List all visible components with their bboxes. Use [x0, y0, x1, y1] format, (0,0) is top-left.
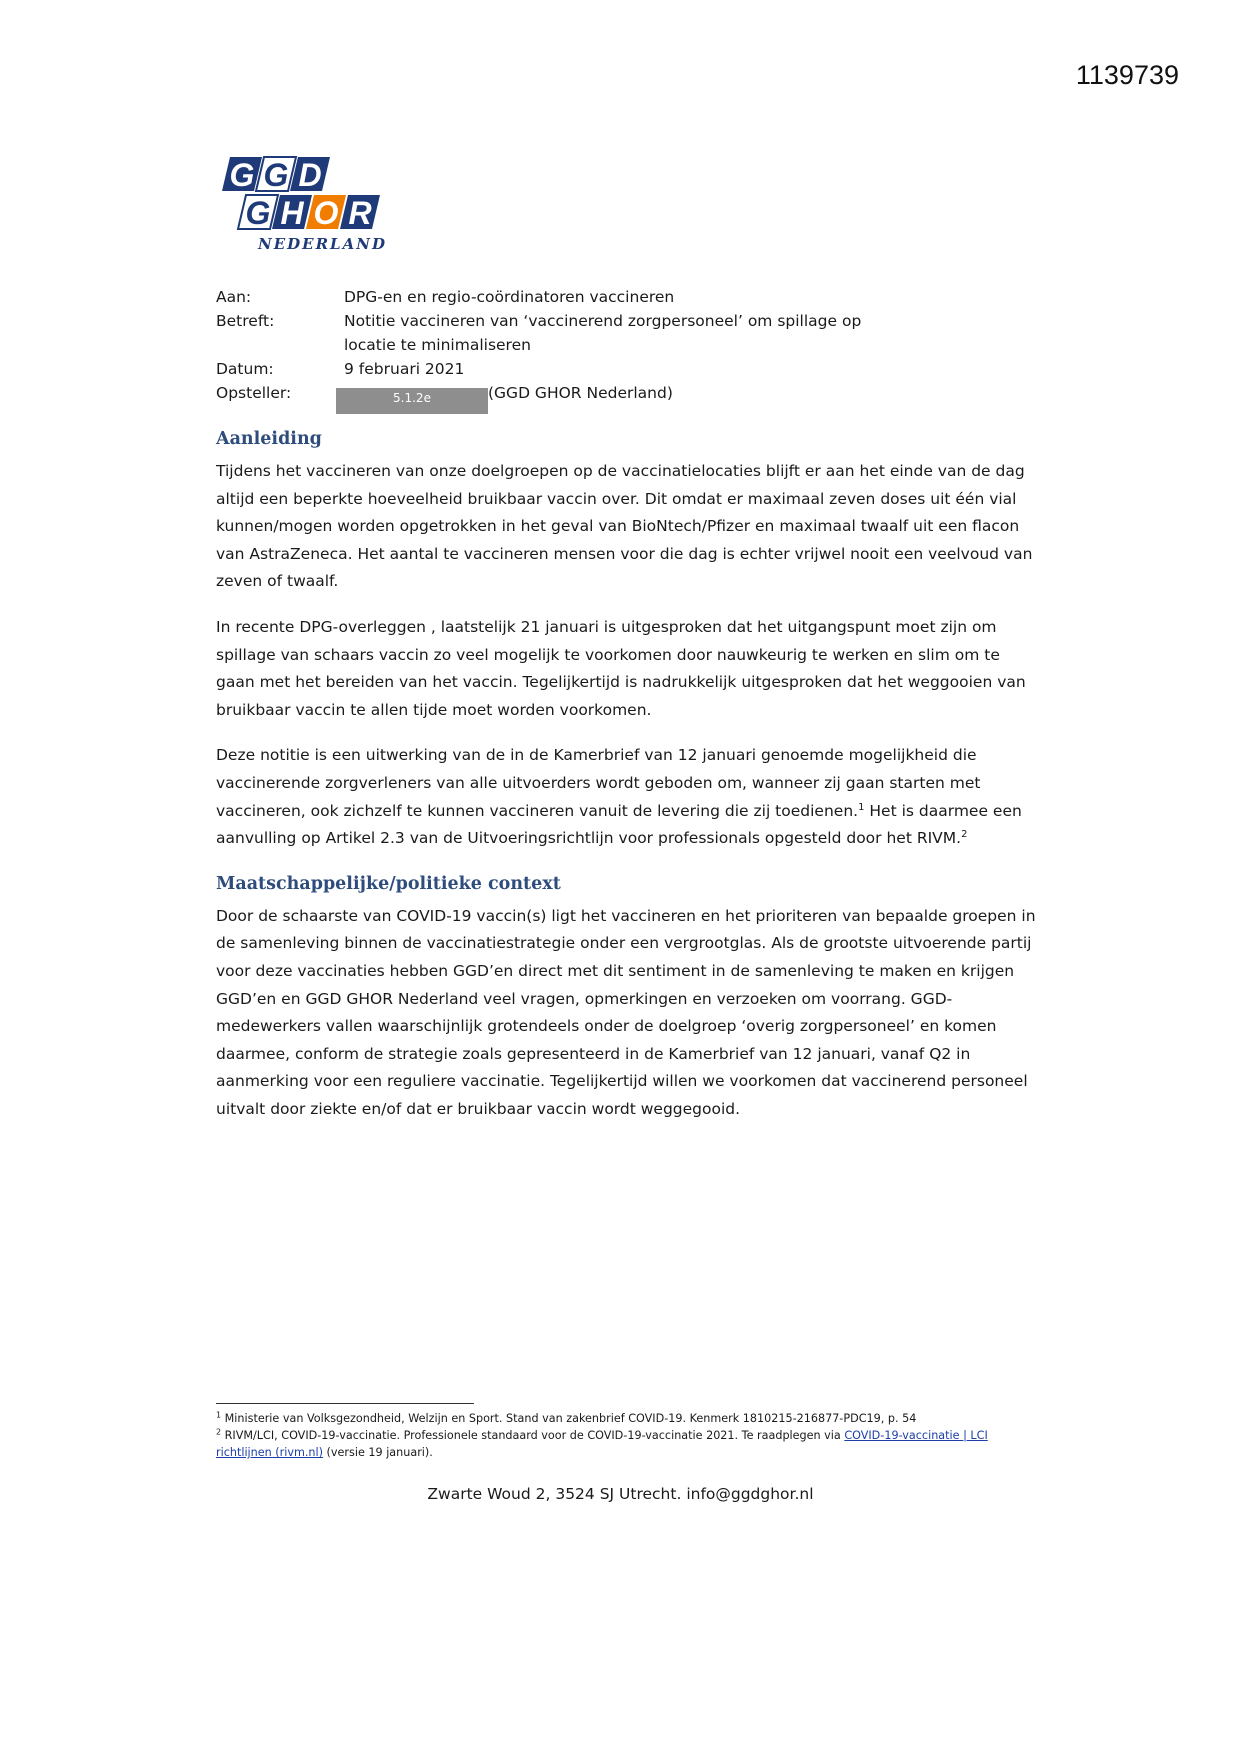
date-row — [216, 357, 1036, 381]
date-value: 9 februari 2021 — [344, 360, 465, 378]
paragraph-aanleiding-1: Tijdens het vaccineren van onze doelgroepen op de vaccinatielocaties blijft er aan het einde van de dag altijd een beperkte hoeveelheid bruikbaar vaccin over. Dit omdat er maximaal zeven doses uit één vial kunnen/mogen worden opgetrokken in het geval van BioNtech/Pfizer en maximaal twaalf uit een flacon van AstraZeneca. Het aantal te vaccineren mensen voor die dag is echter vrijwel nooit een veelvoud van zeven of twaalf. — [216, 462, 1033, 591]
footnote-ref-2[interactable]: 2 — [961, 828, 968, 840]
author-row — [216, 381, 1036, 414]
footnote-1 — [216, 1410, 1036, 1427]
recipient-label: Aan: — [216, 288, 252, 306]
subject-label: Betreft: — [216, 312, 275, 330]
paragraph-aanleiding-3 — [216, 742, 1036, 852]
footnote-2-text: RIVM/LCI, COVID-19-vaccinatie. Professionele standaard voor de COVID-19-vaccinatie 2021. Te raadplegen via — [221, 1429, 845, 1442]
redaction-box: 5.1.2e — [336, 388, 488, 414]
footnote-2-tail: (versie 19 januari). — [323, 1446, 433, 1459]
svg-text:G: G — [245, 195, 271, 231]
recipient-value: DPG-en en regio-coördinatoren vaccineren — [344, 288, 675, 306]
section-heading-aanleiding: Aanleiding — [216, 429, 322, 449]
recipient-row — [216, 285, 1036, 309]
section-heading-context: Maatschappelijke/politieke context — [216, 873, 561, 894]
footnotes — [216, 1403, 1036, 1461]
svg-text:G: G — [263, 157, 289, 193]
author-label: Opsteller: — [216, 384, 292, 402]
footnote-divider — [216, 1403, 474, 1404]
svg-text:O: O — [313, 195, 339, 231]
footer-address: Zwarte Woud 2, 3524 SJ Utrecht. info@ggdghor.nl — [427, 1485, 814, 1503]
footnote-2-link[interactable]: COVID-19-vaccinatie | LCI richtlijnen (rivm.nl) — [216, 1429, 988, 1459]
paragraph-context-1: Door de schaarste van COVID-19 vaccin(s) ligt het vaccineren en het prioriteren van bepaalde groepen in de samenleving binnen de vaccinatiestrategie onder een vergrootglas. Als de grootste uitvoerende partij voor deze vaccinaties hebben GGD’en direct met dit sentiment in de samenleving te maken en krijgen GGD’en en GGD GHOR Nederland veel vragen, opmerkingen en verzoeken om voorrang. GGD-medewerkers vallen waarschijnlijk grotendeels onder de doelgroep ‘overig zorgpersoneel’ en komen daarmee, conform de strategie zoals gepresenteerd in de Kamerbrief van 12 januari, vanaf Q2 in aanmerking voor een reguliere vaccinatie. Tegelijkertijd willen we voorkomen dat vaccinerend personeel uitvalt door ziekte en/of dat er bruikbaar vaccin wordt weggegooid. — [216, 906, 1036, 1118]
subject-value: Notitie vaccineren van ‘vaccinerend zorgpersoneel’ om spillage op locatie te minimaliseren — [344, 312, 862, 354]
document-number: 1139739 — [1075, 60, 1179, 90]
ggd-ghor-logo — [218, 155, 394, 255]
footnote-2 — [216, 1427, 1036, 1461]
subject-row — [216, 309, 1036, 357]
memo-header — [216, 285, 1036, 414]
svg-text:H: H — [280, 195, 304, 231]
footnote-1-number: 1 — [216, 1410, 222, 1420]
footnote-2-number: 2 — [216, 1427, 222, 1437]
svg-text:D: D — [298, 157, 322, 193]
paragraph-aanleiding-3-text-b: Het is daarmee een aanvulling op Artikel 2.3 van de Uitvoeringsrichtlijn voor professionals opgesteld door het RIVM. — [216, 801, 1022, 848]
footnote-1-text: Ministerie van Volksgezondheid, Welzijn en Sport. Stand van zakenbrief COVID-19. Kenmerk 1810215-216877-PDC19, p. 54 — [221, 1412, 917, 1425]
svg-text:NEDERLAND: NEDERLAND — [258, 235, 387, 253]
logo-row-ggd — [222, 157, 330, 193]
date-label: Datum: — [216, 360, 274, 378]
paragraph-aanleiding-3-text-a: Deze notitie is een uitwerking van de in de Kamerbrief van 12 januari genoemde mogelijkheid die vaccinerende zorgverleners van alle uitvoerders wordt geboden om, wanneer zij gaan starten met vaccineren, ook zichzelf te kunnen vaccineren vanuit de levering die zij toedienen. — [216, 746, 981, 820]
svg-text:R: R — [348, 195, 372, 231]
memo-body — [216, 426, 1036, 1141]
author-organisation: (GGD GHOR Nederland) — [488, 384, 673, 402]
paragraph-aanleiding-2: In recente DPG-overleggen , laatstelijk 21 januari is uitgesproken dat het uitgangspunt moet zijn om spillage van schaars vaccin zo veel mogelijk te voorkomen door nauwkeurig te werken en slim om te gaan met het bereiden van het vaccin. Tegelijkertijd is nadrukkelijk uitgesproken dat het weggooien van bruikbaar vaccin te allen tijde moet worden voorkomen. — [216, 617, 1026, 719]
footnote-ref-1[interactable]: 1 — [858, 801, 865, 813]
svg-text:G: G — [229, 157, 255, 193]
logo-row-ghor — [238, 195, 380, 231]
